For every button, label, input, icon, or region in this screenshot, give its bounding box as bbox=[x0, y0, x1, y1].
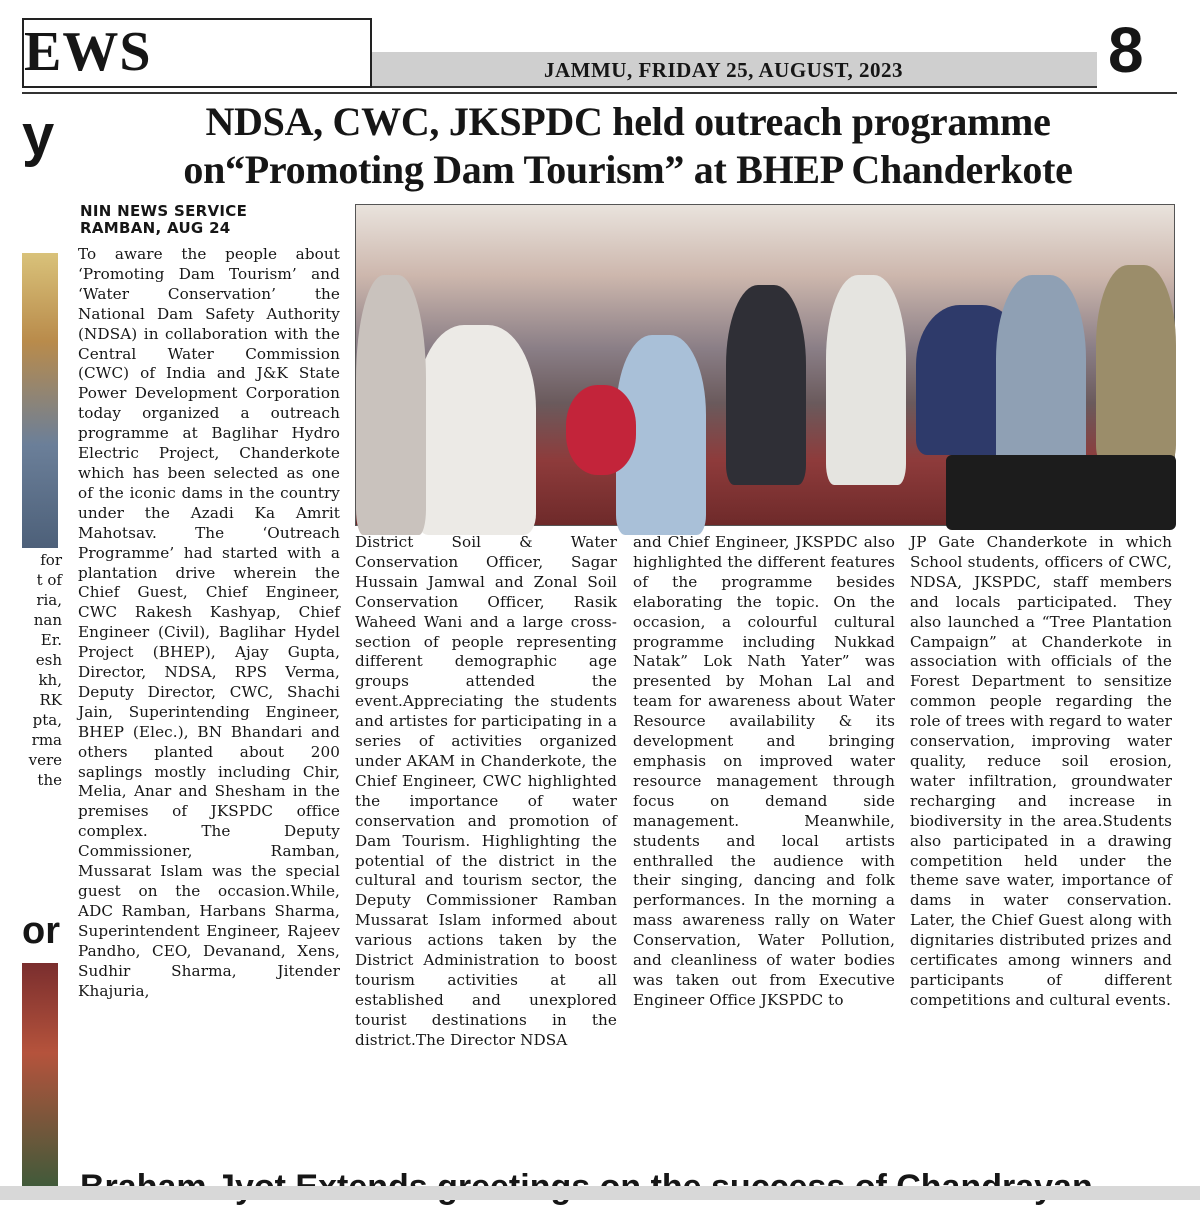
text-fragment: esh bbox=[35, 651, 62, 669]
article-headline bbox=[78, 98, 1178, 194]
cropped-text-fragments bbox=[22, 550, 62, 790]
text-fragment: vere bbox=[28, 751, 62, 769]
text-fragment: ria, bbox=[36, 591, 62, 609]
headline-line: NDSA, CWC, JKSPDC held outreach programme bbox=[205, 99, 1051, 144]
text-fragment: pta, bbox=[32, 711, 62, 729]
masthead-title: EWS bbox=[24, 21, 152, 83]
headline-line: on“Promoting Dam Tourism” at BHEP Chanderkote bbox=[183, 147, 1073, 192]
page-number: 8 bbox=[1108, 14, 1144, 86]
cropped-photo bbox=[22, 253, 58, 548]
next-article-headline bbox=[80, 1162, 1180, 1186]
cropped-headline-fragment: or bbox=[22, 910, 60, 952]
byline-agency: NIN NEWS SERVICE bbox=[80, 202, 248, 220]
text-fragment: t of bbox=[36, 571, 62, 589]
text-fragment: rma bbox=[31, 731, 62, 749]
article-column-1: To aware the people about ‘Promoting Dam Tourism’ and ‘Water Conservation’ the National Dam Safety Authority (NDSA) in collaboration with the Central Water Commission (CWC) of India and J&K State Power Development Corporation today organized a outreach programme at Baglihar Hydro Electric Project, Chanderkote which has been selected as one of the iconic dams in the country under the Azadi Ka Amrit Mahotsav. The ‘Outreach Programme’ had started with a plantation drive wherein the Chief Guest, Chief Engineer, CWC Rakesh Kashyap, Chief Engineer (Civil), Baglihar Hydel Project (BHEP), Ajay Gupta, Director, NDSA, RPS Verma, Deputy Director, CWC, Shachi Jain, Superintending Engineer, BHEP (Elec.), BN Bhandari and others planted about 200 saplings mostly including Chir, Melia, Anar and Shesham in the premises of JKSPDC office complex. The Deputy Commissioner, Ramban, Mussarat Islam was the special guest on the occasion.While, ADC Ramban, Harbans Sharma, Superintendent Engineer, Rajeev Pandho, CEO, Devanand, Xens, Sudhir Sharma, Jitender Khajuria, bbox=[78, 245, 340, 1000]
cropped-photo bbox=[22, 963, 58, 1188]
text-fragment: kh, bbox=[38, 671, 62, 689]
text-fragment: the bbox=[37, 771, 62, 789]
dateline-bar bbox=[372, 52, 1097, 88]
cropped-left-column bbox=[22, 98, 62, 1188]
divider bbox=[22, 92, 1177, 94]
article-column-3: and Chief Engineer, JKSPDC also highlighted the different features of the programme besides elaborating the topic. On the occasion, a colourful cultural programme including Nukkad Natak” Lok Nath Yater” was presented by Mohan Lal and team for awareness about Water Resource availability & its development and bringing emphasis on improved water resource management through focus on demand side management. Meanwhile, students and local artists enthralled the audience with their singing, dancing and folk performances. In the morning a mass awareness rally on Water Conservation, Water Pollution, and cleanliness of water bodies was taken out from Executive Engineer Office JKSPDC to bbox=[633, 533, 895, 1009]
text-fragment: RK bbox=[39, 691, 62, 709]
text-fragment: for bbox=[40, 551, 62, 569]
masthead bbox=[22, 18, 372, 88]
article-column-2: District Soil & Water Conservation Officer, Sagar Hussain Jamwal and Zonal Soil Conservation Officer, Rasik Waheed Wani and a large cross-section of people representing different demographic age groups attended the event.Appreciating the students and artistes for participating in a series of activities organized under AKAM in Chanderkote, the Chief Engineer, CWC highlighted the importance of water conservation and promotion of Dam Tourism. Highlighting the potential of the district in the cultural and tourism sector, the Deputy Commissioner Ramban Mussarat Islam informed about various actions taken by the District Administration to boost tourism activities at all established and unexplored tourist destinations in the district.The Director NDSA bbox=[355, 533, 617, 1049]
dateline: JAMMU, FRIDAY 25, AUGUST, 2023 bbox=[544, 58, 903, 82]
byline-place: RAMBAN, AUG 24 bbox=[80, 219, 231, 237]
article-photo bbox=[355, 204, 1175, 526]
text-fragment: Er. bbox=[40, 631, 62, 649]
cropped-headline-fragment: y bbox=[22, 103, 55, 168]
article-column-4: JP Gate Chanderkote in which School students, officers of CWC, NDSA, JKSPDC, staff members and locals participated. They also launched a “Tree Plantation Campaign” at Chanderkote in association with officials of the Forest Department to sensitize common people regarding the role of trees with regard to water conservation, improving water quality, reduce soil erosion, water infiltration, groundwater recharging and increase in biodiversity in the area.Students also participated in a drawing competition held under the theme save water, importance of dams in water conservation. Later, the Chief Guest along with dignitaries distributed prizes and certificates among winners and participants of different competitions and cultural events. bbox=[910, 533, 1172, 1009]
text-fragment: nan bbox=[33, 611, 62, 629]
byline bbox=[80, 203, 342, 237]
bottom-border bbox=[0, 1186, 1200, 1200]
